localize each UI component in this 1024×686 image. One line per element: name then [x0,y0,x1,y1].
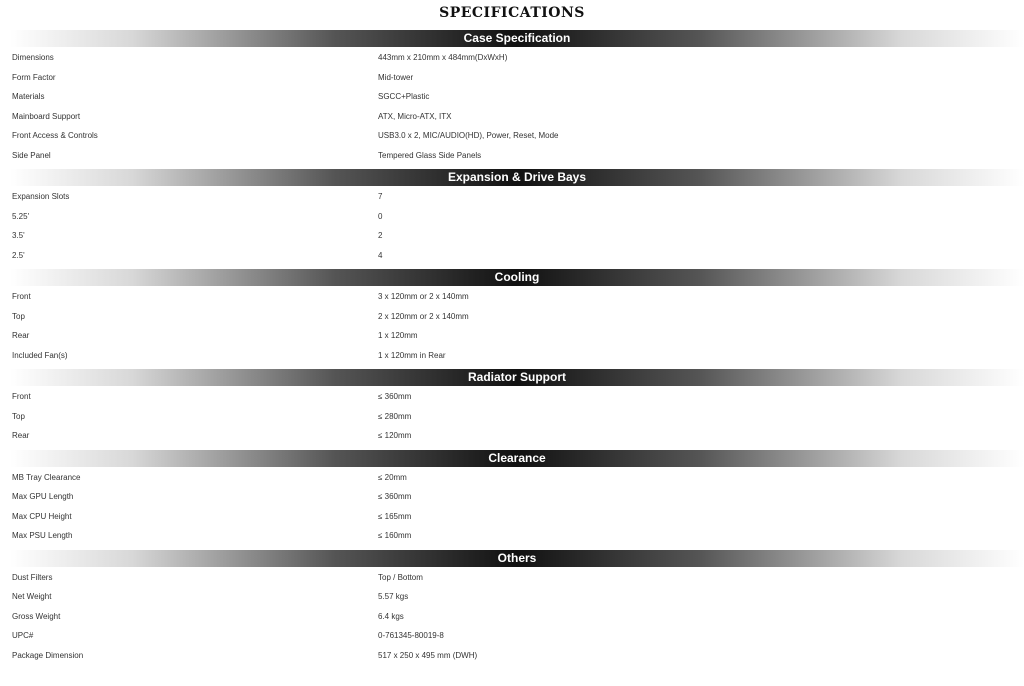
spec-row [0,407,1024,427]
spec-label: Front [12,392,31,402]
spec-row [0,426,1024,446]
spec-value: Mid-tower [378,72,414,82]
spec-row [0,68,1024,88]
spec-label: Gross Weight [12,611,61,621]
spec-rows [0,567,1024,666]
spec-label: Rear [12,331,30,341]
spec-value: ≤ 120mm [378,431,412,441]
spec-rows [0,47,1024,165]
spec-row [0,587,1024,607]
spec-label: Mainboard Support [12,111,81,121]
section-header: Clearance [10,450,1024,467]
spec-rows [0,186,1024,265]
spec-value: 4 [378,250,383,260]
spec-rows [0,386,1024,446]
section-header: Radiator Support [10,369,1024,386]
spec-label: Top [12,411,25,421]
spec-value: 6.4 kgs [378,611,404,621]
spec-value: 2 [378,231,383,241]
spec-label: Max PSU Length [12,531,73,541]
spec-sections [0,30,1024,665]
spec-row [0,207,1024,227]
spec-row [0,246,1024,266]
section-header: Case Specification [10,30,1024,47]
spec-label: 2.5' [12,250,25,260]
spec-value: ≤ 280mm [378,411,412,421]
spec-value: 1 x 120mm in Rear [378,350,446,360]
spec-row [0,48,1024,68]
spec-row [0,607,1024,627]
spec-row [0,87,1024,107]
spec-label: Expansion Slots [12,192,70,202]
spec-row [0,646,1024,666]
spec-value: 0-761345-80019-8 [378,631,444,641]
spec-row [0,307,1024,327]
spec-value: SGCC+Plastic [378,92,430,102]
spec-label: MB Tray Clearance [12,472,81,482]
spec-label: Materials [12,92,45,102]
spec-value: Top / Bottom [378,572,423,582]
spec-label: Rear [12,431,30,441]
spec-value: 5.57 kgs [378,592,409,602]
spec-label: Dust Filters [12,572,53,582]
spec-row [0,226,1024,246]
spec-rows [0,467,1024,546]
spec-label: Package Dimension [12,650,84,660]
spec-rows [0,286,1024,365]
spec-row [0,526,1024,546]
spec-label: 5.25' [12,211,30,221]
spec-label: Max GPU Length [12,492,74,502]
spec-label: Included Fan(s) [12,350,68,360]
spec-row [0,287,1024,307]
spec-label: 3.5' [12,231,25,241]
spec-value: 7 [378,192,383,202]
spec-row [0,507,1024,527]
spec-value: 443mm x 210mm x 484mm(DxWxH) [378,53,508,63]
spec-value: 517 x 250 x 495 mm (DWH) [378,650,478,660]
spec-row [0,326,1024,346]
spec-value: ≤ 360mm [378,492,412,502]
spec-label: Front Access & Controls [12,131,98,141]
spec-row [0,346,1024,366]
spec-value: USB3.0 x 2, MIC/AUDIO(HD), Power, Reset, Mode [378,131,559,141]
spec-value: ≤ 360mm [378,392,412,402]
spec-row [0,387,1024,407]
spec-value: ≤ 160mm [378,531,412,541]
section-header: Others [10,550,1024,567]
spec-value: ≤ 165mm [378,511,412,521]
spec-label: Max CPU Height [12,511,72,521]
spec-row [0,626,1024,646]
spec-row [0,468,1024,488]
spec-value: Tempered Glass Side Panels [378,150,482,160]
page-title: SPECIFICATIONS [439,5,585,21]
section-header: Cooling [10,269,1024,286]
spec-label: Front [12,292,31,302]
spec-label: Form Factor [12,72,56,82]
spec-row [0,568,1024,588]
spec-label: Dimensions [12,53,54,63]
spec-label: UPC# [12,631,34,641]
spec-value: ≤ 20mm [378,472,407,482]
spec-label: Top [12,311,25,321]
spec-value: 0 [378,211,383,221]
spec-row [0,126,1024,146]
spec-value: ATX, Micro-ATX, ITX [378,111,452,121]
spec-label: Side Panel [12,150,51,160]
spec-value: 1 x 120mm [378,331,418,341]
spec-row [0,146,1024,166]
spec-row [0,187,1024,207]
spec-row [0,487,1024,507]
spec-value: 2 x 120mm or 2 x 140mm [378,311,469,321]
spec-row [0,107,1024,127]
section-header: Expansion & Drive Bays [10,169,1024,186]
spec-label: Net Weight [12,592,52,602]
spec-value: 3 x 120mm or 2 x 140mm [378,292,469,302]
